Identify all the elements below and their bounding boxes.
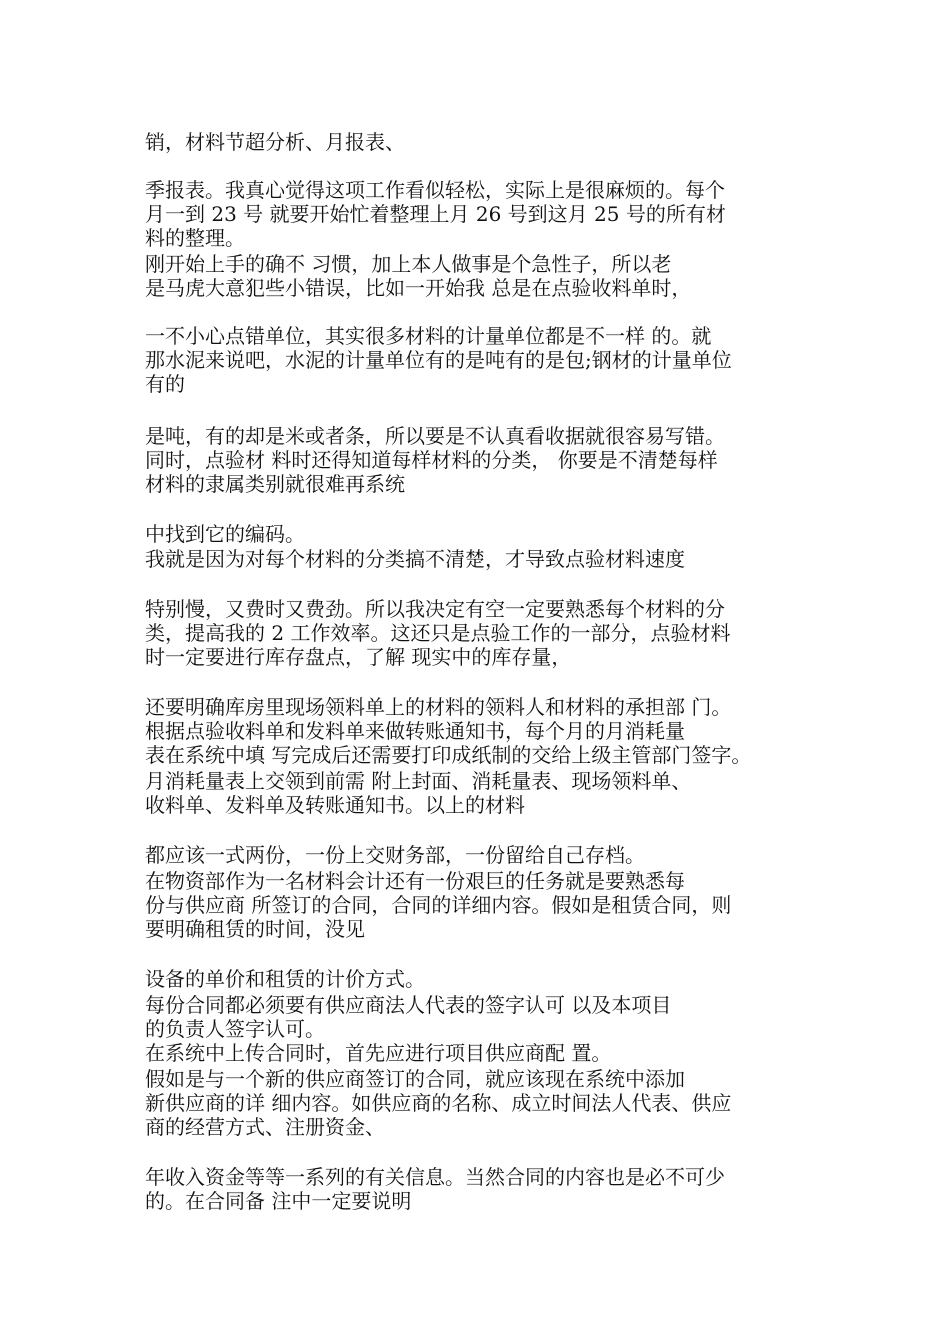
text-line: 的负责人签字认可。 — [145, 1017, 325, 1041]
text-line: 的。在合同备 注中一定要说明 — [145, 1189, 412, 1213]
text-line: 特别慢，又费时又费劲。所以我决定有空一定要熟悉每个材料的分 — [145, 597, 725, 621]
text-line: 在系统中上传合同时，首先应进行项目供应商配 置。 — [145, 1041, 612, 1065]
text-line: 还要明确库房里现场领料单上的材料的领料人和材料的承担部 门。 — [145, 695, 732, 719]
text-line: 类，提高我的 2 工作效率。这还只是点验工作的一部分，点验材料 — [145, 621, 731, 645]
text-line: 年收入资金等等一系列的有关信息。当然合同的内容也是必不可少 — [145, 1165, 725, 1189]
text-line: 表在系统中填 写完成后还需要打印成纸制的交给上级主管部门签字。 — [145, 743, 752, 767]
text-line: 那水泥来说吧，水泥的计量单位有的是吨有的是包;钢材的计量单位 — [145, 348, 732, 372]
text-line: 销，材料节超分析、月报表、 — [145, 130, 405, 154]
text-line: 每份合同都必须要有供应商法人代表的签字认可 以及本项目 — [145, 993, 672, 1017]
text-line: 材料的隶属类别就很难再系统 — [145, 472, 405, 496]
text-line: 有的 — [145, 372, 185, 396]
text-line: 一不小心点错单位，其实很多材料的计量单位都是不一样 的。就 — [145, 324, 712, 348]
text-line: 根据点验收料单和发料单来做转账通知书，每个月的月消耗量 — [145, 719, 685, 743]
text-line: 同时，点验材 料时还得知道每样材料的分类， 你要是不清楚每样 — [145, 448, 718, 472]
text-line: 都应该一式两份，一份上交财务部，一份留给自己存档。 — [145, 843, 645, 867]
text-line: 中找到它的编码。 — [145, 522, 305, 546]
text-line: 月消耗量表上交领到前需 附上封面、消耗量表、现场领料单、 — [145, 769, 692, 793]
text-line: 刚开始上手的确不 习惯，加上本人做事是个急性子，所以老 — [145, 252, 672, 276]
text-line: 假如是与一个新的供应商签订的合同，就应该现在系统中添加 — [145, 1067, 685, 1091]
text-line: 我就是因为对每个材料的分类搞不清楚，才导致点验材料速度 — [145, 547, 685, 571]
text-line: 是马虎大意犯些小错误，比如一开始我 总是在点验收料单时， — [145, 276, 692, 300]
text-line: 料的整理。 — [145, 226, 245, 250]
text-line: 商的经营方式、注册资金、 — [145, 1115, 385, 1139]
text-line: 新供应商的详 细内容。如供应商的名称、成立时间法人代表、供应 — [145, 1091, 732, 1115]
text-line: 收料单、发料单及转账通知书。以上的材料 — [145, 793, 525, 817]
text-line: 季报表。我真心觉得这项工作看似轻松，实际上是很麻烦的。每个 — [145, 178, 725, 202]
text-line: 份与供应商 所签订的合同，合同的详细内容。假如是租赁合同，则 — [145, 893, 732, 917]
text-line: 时一定要进行库存盘点，了解 现实中的库存量， — [145, 645, 572, 669]
text-line: 是吨，有的却是米或者条，所以要是不认真看收据就很容易写错。 — [145, 424, 725, 448]
text-line: 在物资部作为一名材料会计还有一份艰巨的任务就是要熟悉每 — [145, 869, 685, 893]
text-line: 设备的单价和租赁的计价方式。 — [145, 967, 425, 991]
text-line: 要明确租赁的时间，没见 — [145, 917, 365, 941]
text-line: 月一到 23 号 就要开始忙着整理上月 26 号到这月 25 号的所有材 — [145, 202, 726, 226]
